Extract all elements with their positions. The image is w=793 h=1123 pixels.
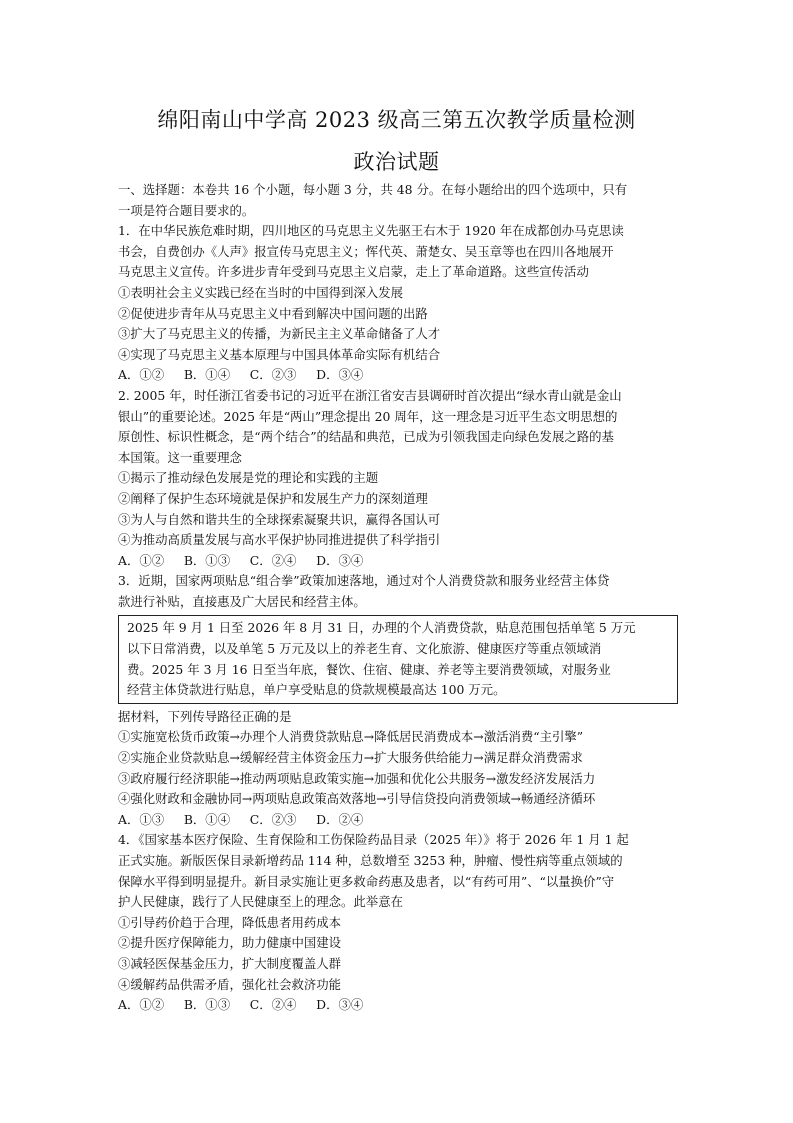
question-stem-line: 3．近期，国家两项贴息“组合拳”政策加速落地，通过对个人消费贷款和服务业经营主体贷 bbox=[118, 573, 610, 589]
choice-statement: ③政府履行经济职能→推动两项贴息政策实施→加强和优化公共服务→激发经济发展活力 bbox=[118, 770, 596, 786]
answer-options: A．①② B．①③ C．②④ D．③④ bbox=[118, 552, 364, 568]
question-stem-line: 4．《国家基本医疗保险、生育保险和工伤保险药品目录（2025 年）》将于 2026 年 1 月 1 起 bbox=[118, 832, 629, 848]
choice-statement: ④实现了马克思主义基本原理与中国具体革命实际有机结合 bbox=[118, 346, 441, 362]
exam-title: 绵阳南山中学高 2023 级高三第五次教学质量检测 bbox=[157, 108, 636, 132]
question-stem-line: 款进行补贴，直接惠及广大居民和经营主体。 bbox=[118, 593, 366, 609]
choice-statement: ①引导药价趋于合理，降低患者用药成本 bbox=[118, 914, 342, 930]
exam-subject: 政治试题 bbox=[353, 150, 440, 174]
question-stem-line: 马克思主义宣传。许多进步青年受到马克思主义启蒙，走上了革命道路。这些宣传活动 bbox=[118, 264, 589, 280]
section-intro-line: 一项是符合题目要求的。 bbox=[118, 202, 255, 218]
answer-options: A．①② B．①④ C．②③ D．③④ bbox=[118, 367, 364, 383]
question-4 bbox=[118, 830, 678, 1015]
question-stem-line: 正式实施。新版医保目录新增药品 114 种，总数增至 3253 种，肿瘤、慢性病等重点领域的 bbox=[118, 853, 623, 868]
choice-statement: ④为推动高质量发展与高水平保护协同推进提供了科学指引 bbox=[118, 532, 441, 548]
choice-statement: ②阐释了保护生态环境就是保护和发展生产力的深刻道理 bbox=[118, 490, 428, 506]
question-stem-line: 1．在中华民族危难时期，四川地区的马克思主义先驱王右木于 1920 年在成都创办马克思读 bbox=[118, 223, 624, 239]
choice-statement: ②提升医疗保障能力，助力健康中国建设 bbox=[118, 935, 342, 951]
question-1 bbox=[118, 221, 678, 386]
answer-options: A．①② B．①③ C．②④ D．③④ bbox=[118, 997, 364, 1013]
choice-statement: ①揭示了推动绿色发展是党的理论和实践的主题 bbox=[118, 470, 379, 486]
question-stem-line: 保障水平得到明显提升。新目录实施让更多救命药惠及患者，以“有药可用”、“以量换价”守 bbox=[118, 873, 615, 889]
material-box bbox=[118, 615, 678, 703]
question-stem-line: 原创性、标识性概念，是“两个结合”的结晶和典范，已成为引领我国走向绿色发展之路的基 bbox=[118, 429, 614, 445]
choice-statement: ①实施宽松货币政策→办理个人消费贷款贴息→降低居民消费成本→激活消费“主引擎” bbox=[118, 729, 584, 745]
choice-statement: ②实施企业贷款贴息→缓解经营主体资金压力→扩大服务供给能力→满足群众消费需求 bbox=[118, 750, 583, 766]
question-stem-line: 据材料，下列传导路径正确的是 bbox=[118, 708, 292, 724]
material-line: 2025 年 9 月 1 日至 2026 年 8 月 31 日，办理的个人消费贷款，贴息范围包括单笔 5 万元 bbox=[127, 620, 636, 636]
material-line: 经营主体贷款进行贴息，单户享受贴息的贷款规模最高达 100 万元。 bbox=[127, 682, 506, 698]
question-body bbox=[118, 180, 678, 1016]
choice-statement: ③为人与自然和谐共生的全球探索凝聚共识，赢得各国认可 bbox=[118, 511, 441, 527]
choice-statement: ④缓解药品供需矛盾，强化社会救济功能 bbox=[118, 976, 342, 992]
question-stem-line: 银山”的重要论述。2025 年是“两山”理念提出 20 周年，这一理念是习近平生态文明思想的 bbox=[118, 408, 618, 424]
section-intro-line: 一、选择题：本卷共 16 个小题，每小题 3 分，共 48 分。在每小题给出的四个选项中，只有 bbox=[118, 182, 628, 197]
question-stem-line: 书会，自费创办《人声》报宣传马克思主义；恽代英、萧楚女、吴玉章等也在四川各地展开 bbox=[118, 243, 614, 259]
choice-statement: ④强化财政和金融协同→两项贴息政策高效落地→引导信贷投向消费领域→畅通经济循环 bbox=[118, 791, 596, 807]
material-line: 费。2025 年 3 月 16 日至当年底，餐饮、住宿、健康、养老等主要消费领域，对服务业 bbox=[127, 661, 611, 677]
question-stem-line: 本国策。这一重要理念 bbox=[118, 449, 242, 465]
choice-statement: ②促使进步青年从马克思主义中看到解决中国问题的出路 bbox=[118, 305, 428, 321]
material-line: 以下日常消费，以及单笔 5 万元及以上的养老生育、文化旅游、健康医疗等重点领域消 bbox=[127, 641, 602, 657]
question-stem-line: 2. 2005 年，时任浙江省委书记的习近平在浙江省安吉县调研时首次提出“绿水青山就是金山 bbox=[118, 387, 622, 403]
question-2 bbox=[118, 386, 678, 571]
question-3 bbox=[118, 571, 678, 830]
question-stem-line: 护人民健康，践行了人民健康至上的理念。此举意在 bbox=[118, 894, 403, 910]
choice-statement: ①表明社会主义实践已经在当时的中国得到深入发展 bbox=[118, 284, 403, 300]
answer-options: A．①③ B．①④ C．②③ D．②④ bbox=[118, 811, 364, 827]
choice-statement: ③扩大了马克思主义的传播，为新民主主义革命储备了人才 bbox=[118, 326, 441, 342]
choice-statement: ③减轻医保基金压力，扩大制度覆盖人群 bbox=[118, 955, 342, 971]
